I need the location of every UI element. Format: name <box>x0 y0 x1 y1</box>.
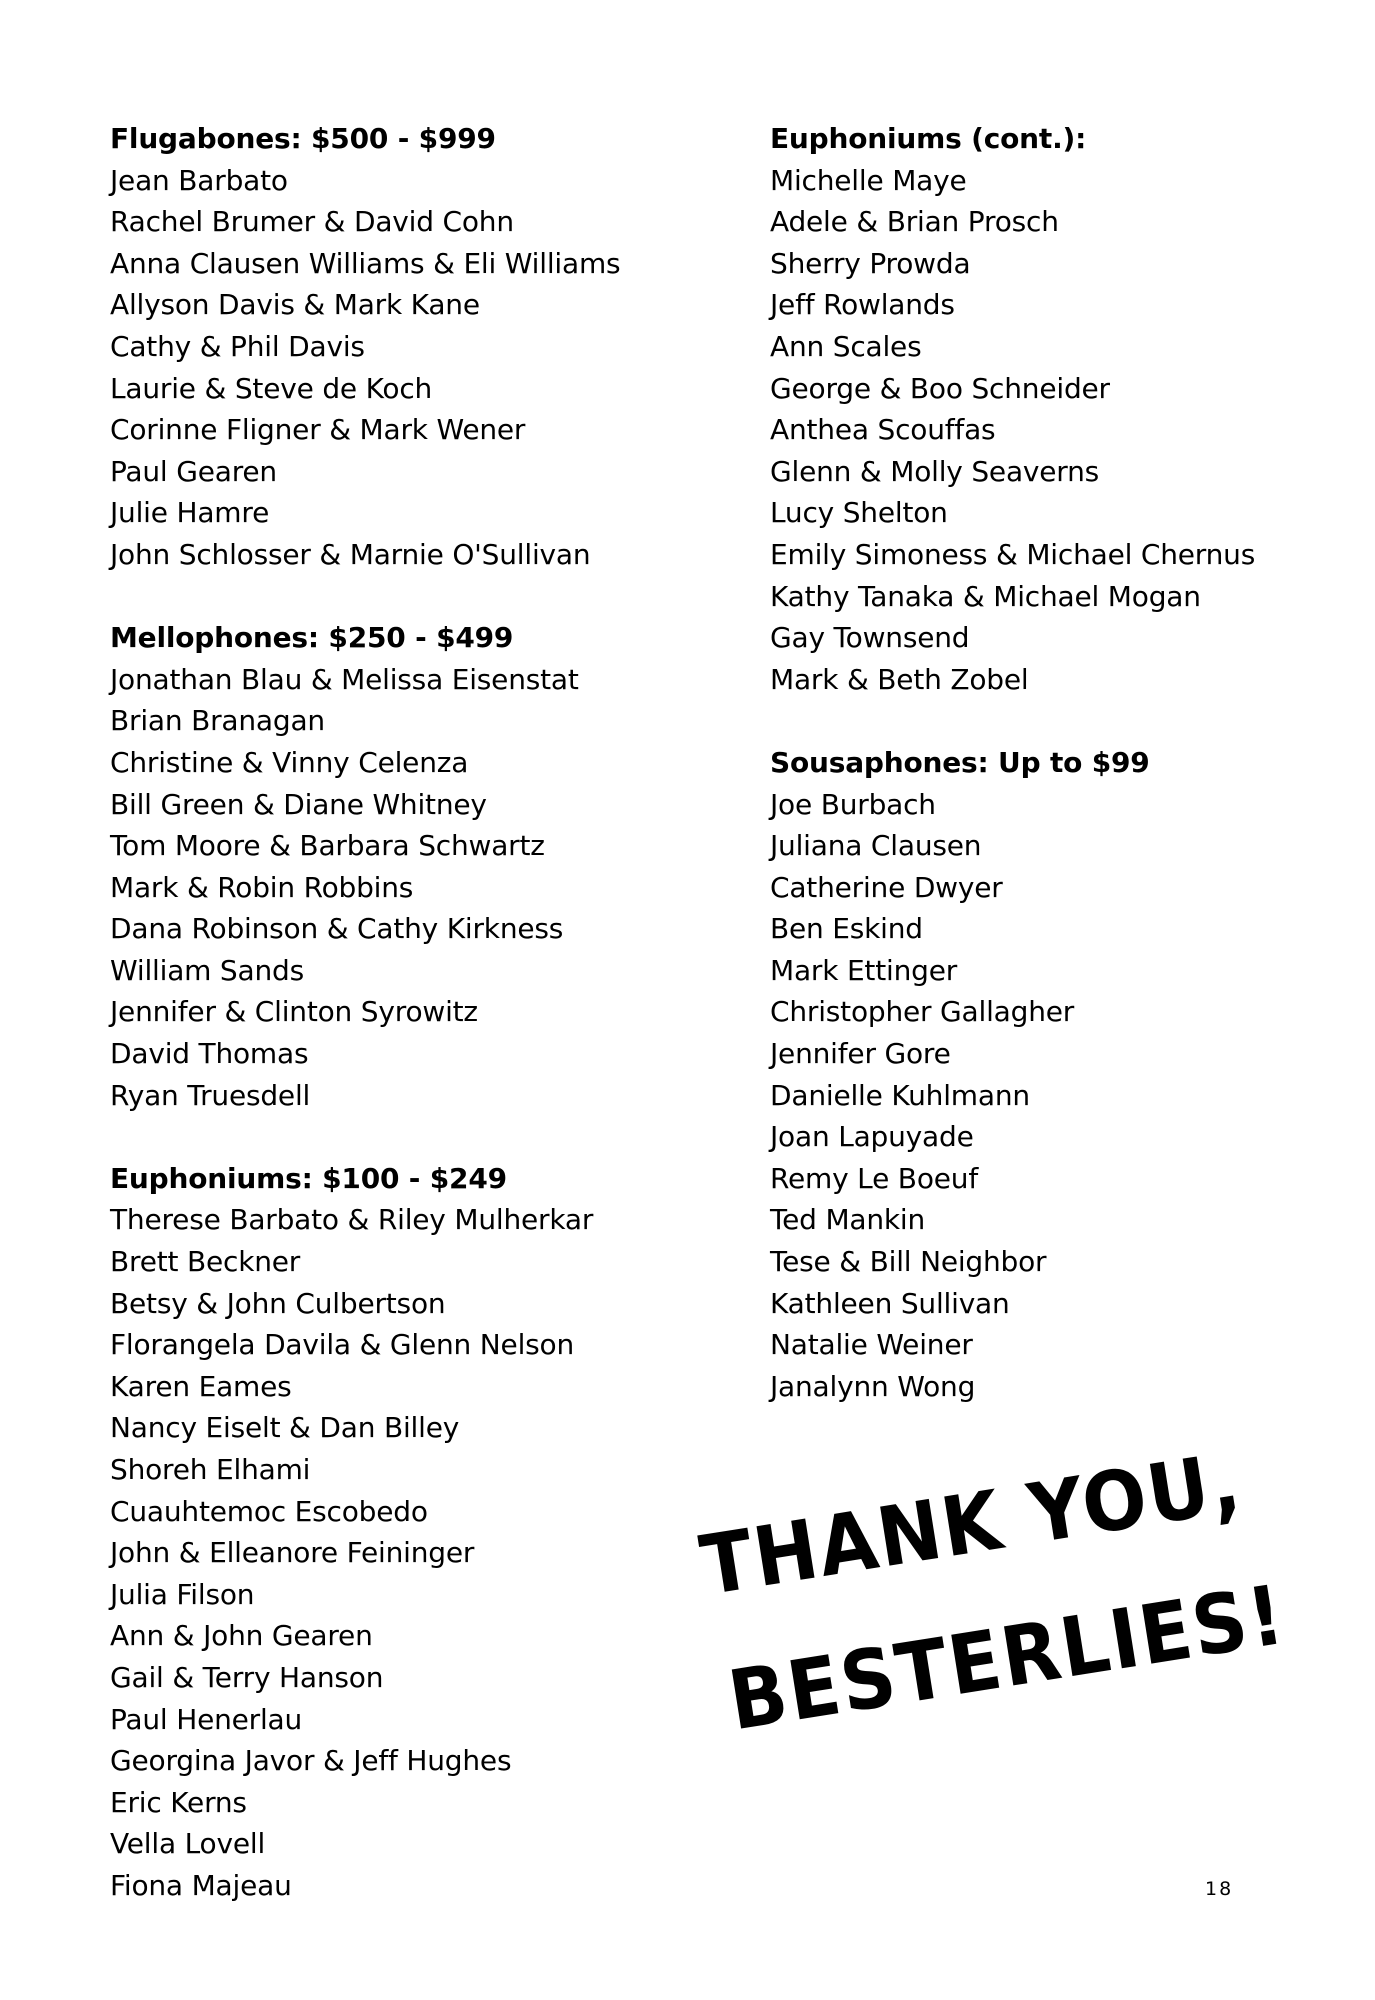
donor-name: Ben Eskind <box>770 912 923 946</box>
donor-name: Sherry Prowda <box>770 246 971 280</box>
donor-name: Jeff Rowlands <box>770 288 955 322</box>
donor-name: Mark & Beth Zobel <box>770 662 1029 696</box>
donor-name: Remy Le Boeuf <box>770 1161 978 1195</box>
donor-list <box>770 784 1365 1408</box>
donor-name: Vella Lovell <box>110 1827 266 1861</box>
donor-name: Therese Barbato & Riley Mulherkar <box>110 1203 594 1237</box>
donor-name: Jean Barbato <box>110 163 288 197</box>
section-heading: Mellophones: $250 - $499 <box>110 621 514 655</box>
donor-name: Janalynn Wong <box>770 1369 976 1403</box>
donor-name: Allyson Davis & Mark Kane <box>110 288 480 322</box>
donor-name: Fiona Majeau <box>110 1868 292 1902</box>
donor-name: Dana Robinson & Cathy Kirkness <box>110 912 564 946</box>
donor-name: Ann & John Gearen <box>110 1619 373 1653</box>
donor-name: Jennifer Gore <box>770 1037 951 1071</box>
donor-name: Joe Burbach <box>770 787 936 821</box>
page-number: 18 <box>1205 1878 1234 1900</box>
donor-name: Ted Mankin <box>770 1203 926 1237</box>
donor-section <box>770 118 1365 700</box>
donor-list <box>770 160 1365 701</box>
donor-name: Brett Beckner <box>110 1245 301 1279</box>
donor-section <box>110 118 710 576</box>
donor-name: John Schlosser & Marnie O'Sullivan <box>110 537 591 571</box>
donor-list <box>110 1199 710 1906</box>
donor-name: Paul Henerlau <box>110 1702 303 1736</box>
donor-section <box>770 742 1365 1408</box>
section-heading: Euphoniums (cont.): <box>770 122 1087 155</box>
donor-name: Adele & Brian Prosch <box>770 205 1059 239</box>
donor-name: Nancy Eiselt & Dan Billey <box>110 1411 460 1445</box>
donor-name: Anna Clausen Williams & Eli Williams <box>110 246 621 280</box>
donor-name: Glenn & Molly Seaverns <box>770 454 1100 488</box>
donor-name: George & Boo Schneider <box>770 371 1110 405</box>
donor-name: Jonathan Blau & Melissa Eisenstat <box>110 662 579 696</box>
right-column <box>770 118 1365 1449</box>
thank-you-lettering <box>690 1435 1292 1810</box>
donor-section <box>110 1158 710 1907</box>
donor-name: Catherine Dwyer <box>770 870 1003 904</box>
donor-name: William Sands <box>110 953 304 987</box>
donor-name: Anthea Scouffas <box>770 413 996 447</box>
donor-name: Cuauhtemoc Escobedo <box>110 1494 428 1528</box>
donor-name: Gail & Terry Hanson <box>110 1660 384 1694</box>
donor-list <box>110 659 710 1117</box>
donor-name: Mark Ettinger <box>770 953 958 987</box>
donor-name: Brian Branagan <box>110 704 325 738</box>
donor-name: Christine & Vinny Celenza <box>110 745 469 779</box>
donor-name: Gay Townsend <box>770 621 970 655</box>
section-heading: Flugabones: $500 - $999 <box>110 122 496 155</box>
donor-name: Eric Kerns <box>110 1785 247 1819</box>
donor-name: Kathleen Sullivan <box>770 1286 1010 1320</box>
donor-name: Rachel Brumer & David Cohn <box>110 205 514 239</box>
donor-name: Corinne Fligner & Mark Wener <box>110 413 526 447</box>
donor-name: Laurie & Steve de Koch <box>110 371 433 405</box>
besterlies-line: BESTERLIES! <box>722 1567 1292 1750</box>
donor-name: Danielle Kuhlmann <box>770 1078 1030 1112</box>
donor-name: Paul Gearen <box>110 454 277 488</box>
donor-name: Jennifer & Clinton Syrowitz <box>110 995 478 1029</box>
donor-name: Betsy & John Culbertson <box>110 1286 446 1320</box>
donor-name: Christopher Gallagher <box>770 995 1075 1029</box>
donor-name: Joan Lapuyade <box>770 1120 974 1154</box>
section-heading: Euphoniums: $100 - $249 <box>110 1161 507 1195</box>
donor-name: Florangela Davila & Glenn Nelson <box>110 1328 575 1362</box>
donor-name: Tese & Bill Neighbor <box>770 1245 1047 1279</box>
donor-name: John & Elleanore Feininger <box>110 1536 475 1570</box>
donor-name: Kathy Tanaka & Michael Mogan <box>770 579 1201 613</box>
donor-name: Natalie Weiner <box>770 1328 973 1362</box>
donor-name: Bill Green & Diane Whitney <box>110 787 487 821</box>
thank-you-line: THANK YOU, <box>694 1435 1248 1615</box>
donor-name: Shoreh Elhami <box>110 1453 311 1486</box>
donor-name: Julie Hamre <box>110 496 270 530</box>
section-heading: Sousaphones: Up to $99 <box>770 745 1150 779</box>
donor-name: Juliana Clausen <box>770 829 982 863</box>
donor-name: Lucy Shelton <box>770 496 948 530</box>
donor-name: Ann Scales <box>770 329 922 363</box>
left-column <box>110 118 710 1948</box>
donor-name: Ryan Truesdell <box>110 1078 311 1112</box>
donor-name: Karen Eames <box>110 1369 292 1403</box>
donor-name: Emily Simoness & Michael Chernus <box>770 537 1256 571</box>
donor-name: Mark & Robin Robbins <box>110 870 414 904</box>
donor-name: David Thomas <box>110 1037 309 1071</box>
donor-name: Georgina Javor & Jeff Hughes <box>110 1744 512 1778</box>
donor-list <box>110 160 710 576</box>
donor-name: Michelle Maye <box>770 163 967 197</box>
donor-name: Tom Moore & Barbara Schwartz <box>110 829 545 863</box>
donor-section <box>110 617 710 1116</box>
donor-name: Julia Filson <box>110 1577 255 1611</box>
donor-name: Cathy & Phil Davis <box>110 329 365 363</box>
